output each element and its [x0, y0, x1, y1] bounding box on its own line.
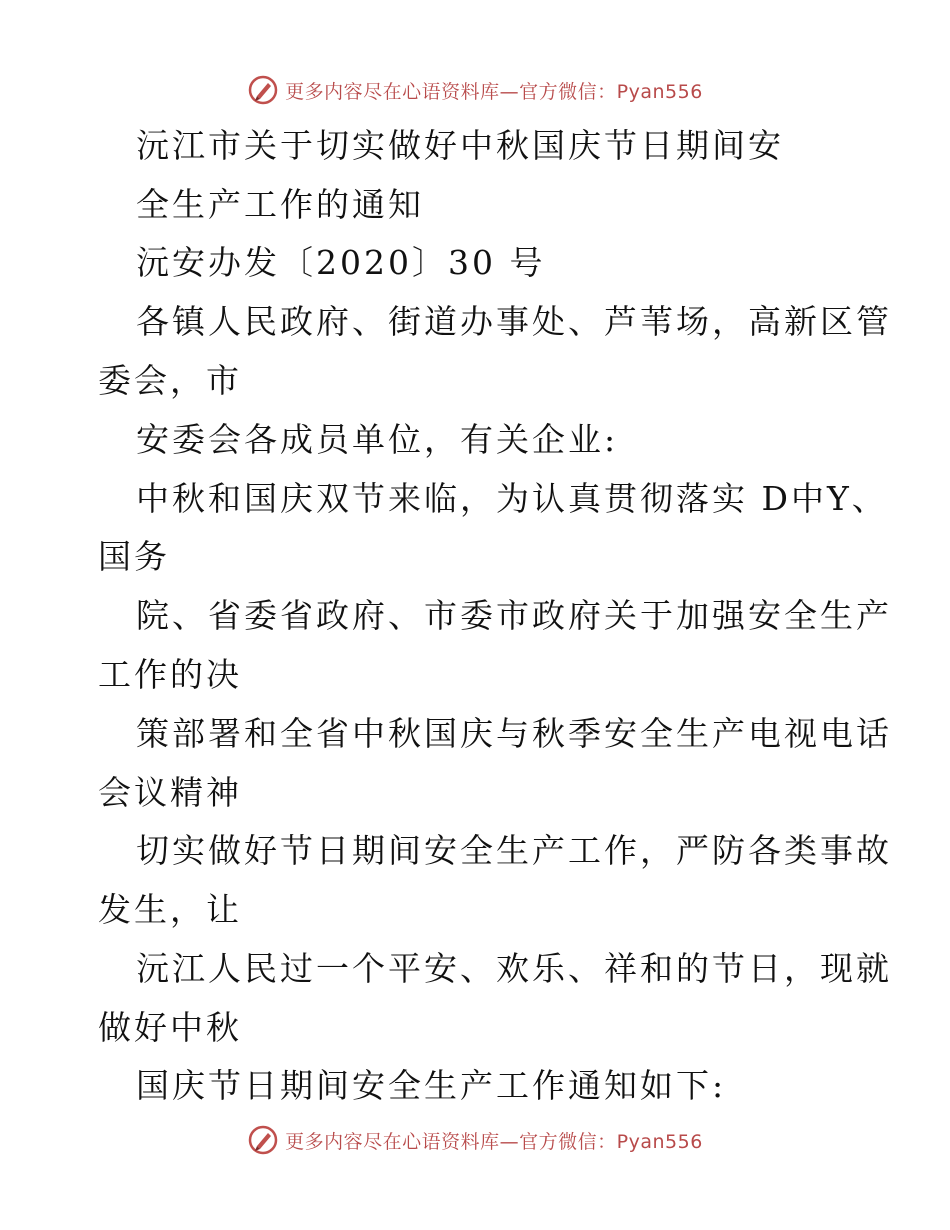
body-line: 切实做好节日期间安全生产工作，严防各类事故: [136, 831, 892, 870]
body-line: 沅江人民过一个平安、欢乐、祥和的节日，现就: [136, 949, 892, 988]
watermark-text: 更多内容尽在心语资料库—官方微信：Pyan556: [285, 1130, 703, 1153]
header-watermark: [0, 70, 950, 110]
body-line: 国庆节日期间安全生产工作通知如下:: [136, 1066, 727, 1105]
watermark-text: 更多内容尽在心语资料库—官方微信：Pyan556: [285, 80, 703, 103]
body-line: 工作的决: [98, 655, 242, 694]
body-line: 会议精神: [98, 773, 242, 812]
title-line-1: 沅江市关于切实做好中秋国庆节日期间安: [136, 126, 784, 165]
document-number: 沅安办发〔2020〕30 号: [136, 243, 546, 282]
pen-logo-icon: [247, 74, 279, 106]
title-line-2: 全生产工作的通知: [136, 185, 424, 224]
body-line: 院、省委省政府、市委市政府关于加强安全生产: [136, 596, 892, 635]
footer-watermark: [0, 1120, 950, 1160]
body-line: 各镇人民政府、街道办事处、芦苇场，高新区管: [136, 302, 892, 341]
body-line: 中秋和国庆双节来临，为认真贯彻落实 D中Y、: [136, 479, 888, 518]
body-line: 安委会各成员单位，有关企业:: [136, 420, 619, 459]
body-line: 策部署和全省中秋国庆与秋季安全生产电视电话: [136, 714, 892, 753]
body-line: 发生，让: [98, 890, 242, 929]
body-line: 国务: [98, 537, 170, 576]
body-line: 委会，市: [98, 361, 242, 400]
pen-logo-icon: [247, 1124, 279, 1156]
body-line: 做好中秋: [98, 1008, 242, 1047]
